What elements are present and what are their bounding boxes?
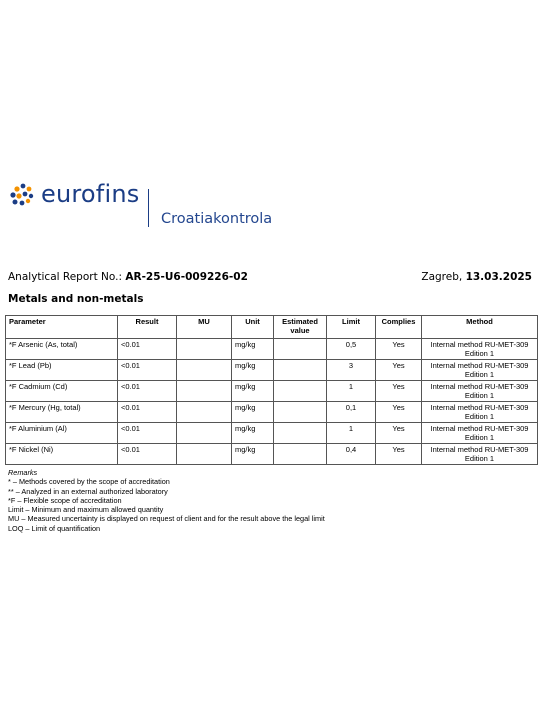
cell-limit: 0,4 [327,444,376,465]
cell-mu [177,339,232,360]
cell-estimated [274,381,327,402]
cell-limit: 0,5 [327,339,376,360]
remark-line: *F – Flexible scope of accreditation [8,495,122,505]
report-date-line [421,271,532,283]
table-row [6,423,538,444]
method-name: Internal method RU-MET-309 [430,424,529,433]
cell-limit: 0,1 [327,402,376,423]
eurofins-dots-icon [8,182,36,210]
cell-limit: 1 [327,423,376,444]
header-parameter: Parameter [6,316,118,339]
report-number: AR-25-U6-009226-02 [125,271,248,283]
method-name: Internal method RU-MET-309 [430,382,529,391]
cell-result: <0.01 [118,423,177,444]
remark-line: ** – Analyzed in an external authorized laboratory [8,486,168,496]
table-row [6,381,538,402]
method-name: Internal method RU-MET-309 [430,445,529,454]
cell-result: <0.01 [118,444,177,465]
method-edition: Edition 1 [464,412,495,421]
cell-method [422,360,538,381]
cell-mu [177,402,232,423]
report-city: Zagreb, [421,271,466,283]
header-result: Result [118,316,177,339]
cell-mu [177,360,232,381]
cell-limit: 1 [327,381,376,402]
cell-unit: mg/kg [232,423,274,444]
cell-estimated [274,423,327,444]
cell-complies: Yes [376,339,422,360]
cell-method [422,444,538,465]
method-edition: Edition 1 [464,454,495,463]
cell-estimated [274,402,327,423]
remark-line: * – Methods covered by the scope of accreditation [8,477,170,487]
cell-parameter: *F Aluminium (Al) [6,423,118,444]
cell-unit: mg/kg [232,339,274,360]
remark-line: Limit – Minimum and maximum allowed quantity [8,505,164,515]
cell-result: <0.01 [118,402,177,423]
method-edition: Edition 1 [464,370,495,379]
cell-method [422,381,538,402]
cell-method [422,423,538,444]
brand-name: eurofins [41,180,140,208]
cell-method [422,339,538,360]
eurofins-logo [8,182,308,232]
brand-subtitle: Croatiakontrola [161,211,273,227]
remark-line: LOQ – Limit of quantification [8,523,101,533]
cell-result: <0.01 [118,360,177,381]
header-limit: Limit [327,316,376,339]
table-row [6,444,538,465]
cell-complies: Yes [376,381,422,402]
cell-unit: mg/kg [232,360,274,381]
report-date: 13.03.2025 [465,271,532,283]
cell-complies: Yes [376,360,422,381]
cell-mu [177,423,232,444]
table-header-row [6,316,538,339]
method-edition: Edition 1 [464,391,495,400]
cell-result: <0.01 [118,381,177,402]
method-edition: Edition 1 [464,433,495,442]
cell-estimated [274,360,327,381]
cell-complies: Yes [376,444,422,465]
cell-parameter: *F Lead (Pb) [6,360,118,381]
cell-parameter: *F Mercury (Hg, total) [6,402,118,423]
cell-result: <0.01 [118,339,177,360]
report-number-line [8,271,248,283]
method-name: Internal method RU-MET-309 [430,340,529,349]
cell-parameter: *F Nickel (Ni) [6,444,118,465]
header-method: Method [422,316,538,339]
header-unit: Unit [232,316,274,339]
report-number-label: Analytical Report No.: [8,271,126,283]
cell-unit: mg/kg [232,444,274,465]
results-table [5,315,538,465]
table-row [6,339,538,360]
cell-method [422,402,538,423]
cell-mu [177,444,232,465]
cell-mu [177,381,232,402]
remarks [8,468,325,533]
table-row [6,402,538,423]
cell-complies: Yes [376,423,422,444]
cell-limit: 3 [327,360,376,381]
table-row [6,360,538,381]
cell-estimated [274,339,327,360]
header-complies: Complies [376,316,422,339]
cell-estimated [274,444,327,465]
cell-unit: mg/kg [232,402,274,423]
cell-parameter: *F Cadmium (Cd) [6,381,118,402]
section-title: Metals and non-metals [8,293,144,305]
cell-unit: mg/kg [232,381,274,402]
header-mu: MU [177,316,232,339]
header-estimated-value: Estimated value [274,316,327,339]
method-name: Internal method RU-MET-309 [430,361,529,370]
remarks-title: Remarks [8,468,38,477]
cell-complies: Yes [376,402,422,423]
method-edition: Edition 1 [464,349,495,358]
remark-line: MU – Measured uncertainty is displayed on request of client and for the result above the legal limit [8,514,325,524]
cell-parameter: *F Arsenic (As, total) [6,339,118,360]
logo-divider [148,189,149,227]
method-name: Internal method RU-MET-309 [430,403,529,412]
